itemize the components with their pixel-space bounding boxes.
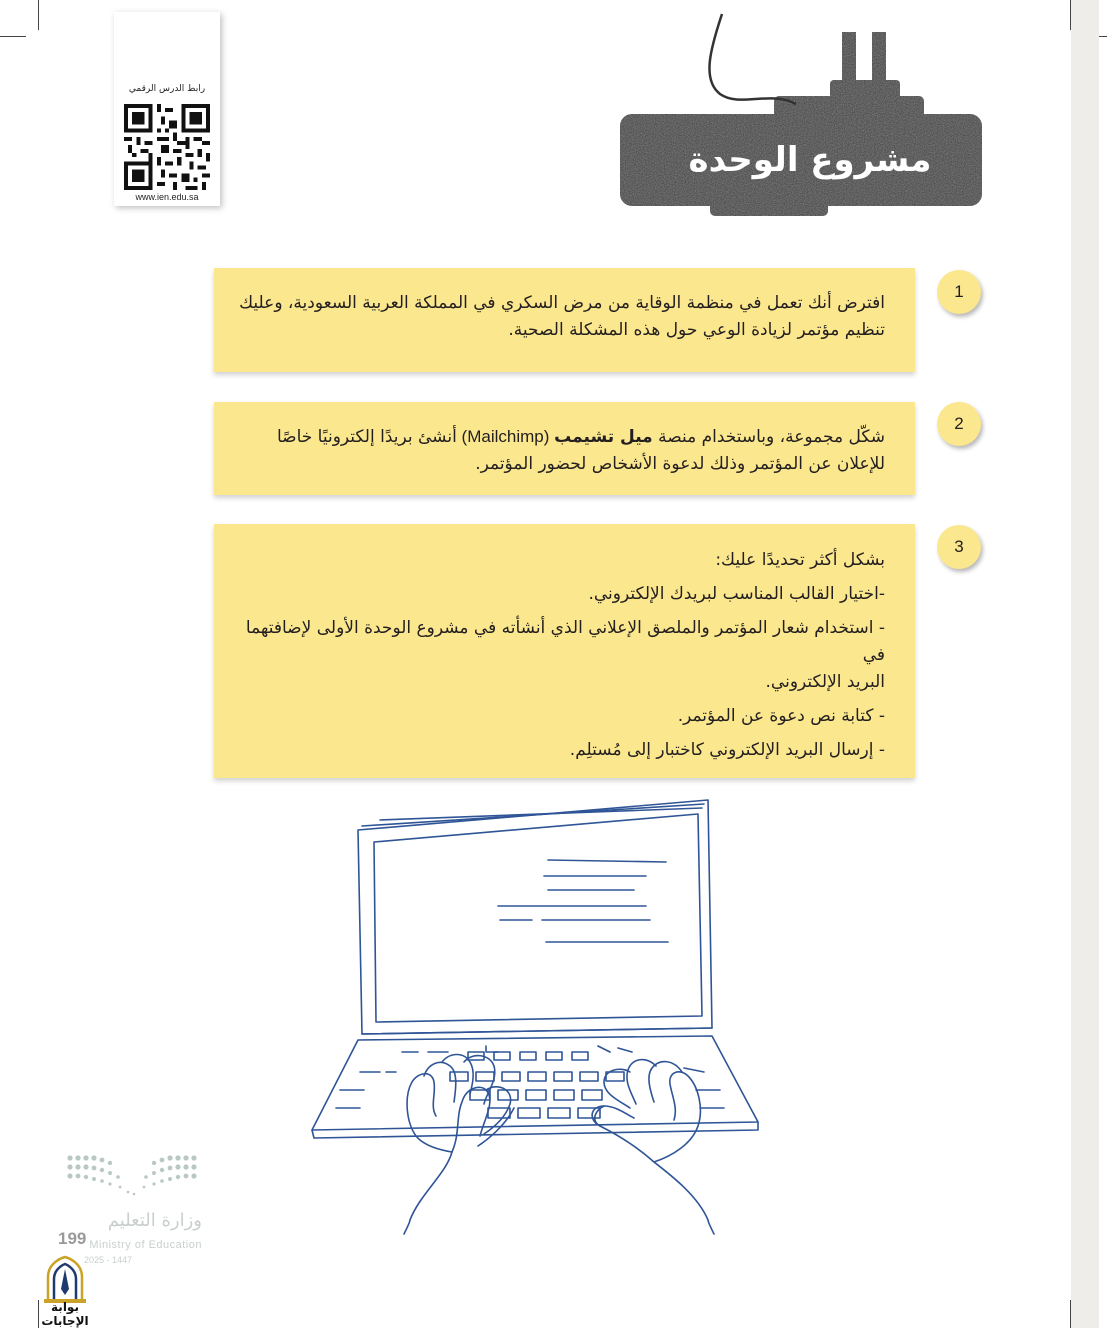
qr-code-icon bbox=[124, 104, 210, 190]
step-2-text-b: أنشئ بريدًا إلكترونيًا خاصًا bbox=[276, 427, 457, 447]
page-gutter bbox=[1071, 0, 1099, 1328]
step-box-3 bbox=[214, 524, 915, 778]
answers-gate-logo-icon bbox=[40, 1255, 90, 1305]
step-2-platform-name: ميل تشيمب bbox=[554, 427, 653, 447]
step-3-bullet: - كتابة نص دعوة عن المؤتمر. bbox=[677, 706, 885, 726]
laptop-typing-illustration bbox=[300, 790, 760, 1250]
step-2-platform-latin: (Mailchimp) bbox=[456, 427, 555, 446]
ministry-years: 2025 - 1447 bbox=[83, 1255, 132, 1265]
step-number-3: 3 bbox=[937, 525, 981, 569]
answers-gate-label: بوابة الإجابات bbox=[41, 1300, 89, 1328]
crop-mark bbox=[38, 0, 39, 30]
step-3-bullet: -اختيار القالب المناسب لبريدك الإلكتروني. bbox=[588, 584, 885, 604]
step-number-1: 1 bbox=[937, 270, 981, 314]
crop-mark bbox=[0, 36, 26, 37]
step-3-bullet: - إرسال البريد الإلكتروني كاختبار إلى مُستلِم. bbox=[569, 740, 885, 760]
ministry-name-arabic: وزارة التعليم bbox=[107, 1210, 202, 1231]
step-box-1 bbox=[214, 268, 915, 372]
qr-card[interactable] bbox=[114, 12, 220, 206]
banner-cable bbox=[709, 14, 796, 104]
unit-project-title: مشروع الوحدة bbox=[688, 140, 932, 180]
ministry-name-english: Ministry of Education bbox=[89, 1239, 202, 1251]
step-1-line-2: تنظيم مؤتمر لزيادة الوعي حول هذه المشكلة الصحية. bbox=[508, 320, 885, 340]
step-1-line-1: افترض أنك تعمل في منظمة الوقاية من مرض السكري في المملكة العربية السعودية، وعليك bbox=[239, 293, 885, 313]
step-number-2: 2 bbox=[937, 402, 981, 446]
step-2-text-a: شكّل مجموعة، وباستخدام منصة bbox=[652, 427, 885, 447]
step-3-bullet: - استخدام شعار المؤتمر والملصق الإعلاني الذي أنشأته في مشروع الوحدة الأولى لإضافتهما في bbox=[245, 618, 885, 665]
step-2-line-2: للإعلان عن المؤتمر وذلك لدعوة الأشخاص لحضور المؤتمر. bbox=[475, 454, 885, 474]
step-3-bullet-continued: البريد الإلكتروني. bbox=[765, 672, 885, 692]
step-3-intro: بشكل أكثر تحديدًا عليك: bbox=[715, 550, 885, 570]
qr-url[interactable]: www.ien.edu.sa bbox=[135, 192, 199, 202]
step-2-line-1 bbox=[234, 423, 885, 451]
step-box-2 bbox=[214, 402, 915, 495]
qr-label: رابط الدرس الرقمي bbox=[128, 84, 206, 94]
page-number: 199 bbox=[58, 1229, 87, 1248]
